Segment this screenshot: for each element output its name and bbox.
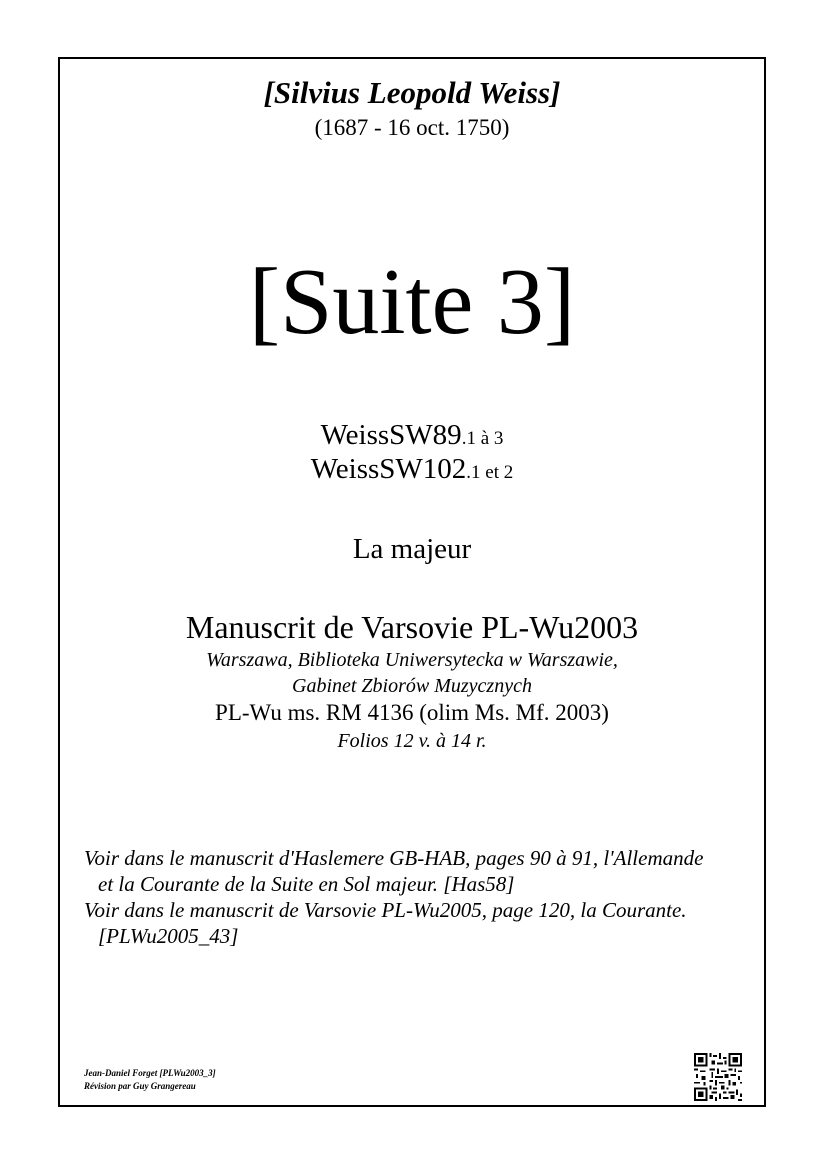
note-line: Voir dans le manuscrit de Varsovie PL-Wu2005, page 120, la Courante. <box>84 898 687 922</box>
folios: Folios 12 v. à 14 r. <box>337 730 487 752</box>
credit-revision: Révision par Guy Grangereau <box>84 1081 196 1091</box>
note-line: et la Courante de la Suite en Sol majeur. [Has58] <box>98 872 515 896</box>
key-signature: La majeur <box>352 533 472 565</box>
note-line: Voir dans le manuscrit d'Haslemere GB-HAB, pages 90 à 91, l'Allemande <box>84 846 704 870</box>
catalog-number: WeissSW102 <box>310 453 467 485</box>
note-line: [PLWu2005_43] <box>98 924 239 948</box>
catalog-number: WeissSW89 <box>320 419 462 451</box>
credit-author: Jean-Daniel Forget [PLWu2003_3] <box>84 1068 216 1078</box>
catalog-suffix: .1 à 3 <box>461 428 504 449</box>
manuscript-title: Manuscrit de Varsovie PL-Wu2003 <box>185 609 639 645</box>
composer-name: [Silvius Leopold Weiss] <box>263 75 561 110</box>
catalog-line-2 <box>60 453 764 486</box>
catalog-suffix: .1 et 2 <box>466 462 514 483</box>
qr-code-icon <box>694 1053 742 1101</box>
composer-dates: (1687 - 16 oct. 1750) <box>314 115 510 140</box>
catalog-line-1 <box>60 419 764 452</box>
library-line-1: Warszawa, Biblioteka Uniwersytecka w Warszawie, <box>206 649 618 671</box>
page-title: [Suite 3] <box>248 250 576 354</box>
page-frame <box>58 57 766 1107</box>
manuscript-reference: PL-Wu ms. RM 4136 (olim Ms. Mf. 2003) <box>215 700 609 725</box>
library-line-2: Gabinet Zbiorów Muzycznych <box>292 675 532 697</box>
